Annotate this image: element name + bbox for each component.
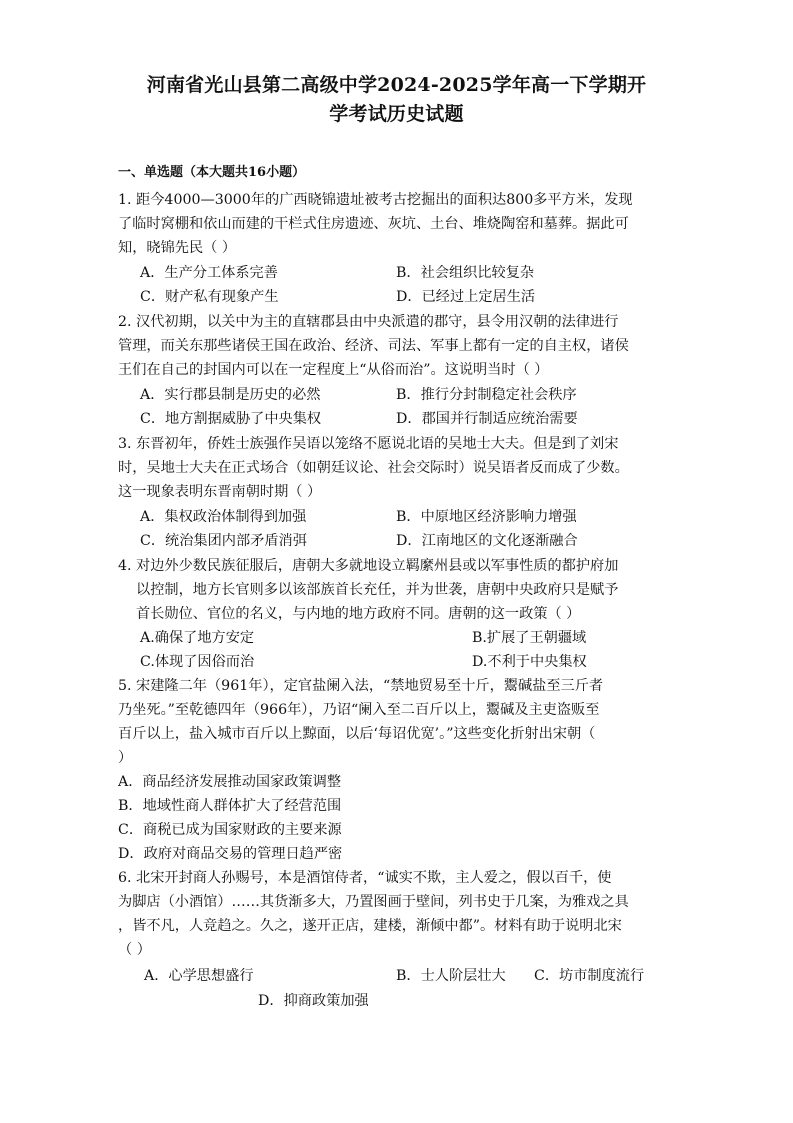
question-4-option-c[interactable]: C.体现了因俗而治 (140, 654, 255, 670)
question-2-option-d[interactable]: D．郡国并行制适应统治需要 (396, 411, 578, 427)
question-6-option-a[interactable]: A．心学思想盛行 (144, 968, 254, 984)
question-5-line-2: 乃坐死。”至乾德四年（966年），乃诏“阑入至二百斤以上，鬻碱及主吏盗贩至 (118, 702, 600, 718)
question-5-line-4: ） (118, 750, 133, 766)
question-5-line-1: 5. 宋建隆二年（961年），定官盐阑入法，“禁地贸易至十斤，鬻碱盐至三斤者 (118, 678, 604, 694)
question-2-line-2: 管理，而关东那些诸侯王国在政治、经济、司法、军事上都有一定的自主权，诸侯 (118, 338, 629, 354)
question-4-option-a[interactable]: A.确保了地方安定 (140, 630, 255, 646)
question-2-option-a[interactable]: A．实行郡县制是历史的必然 (140, 387, 321, 403)
question-4-line-2: 以控制，地方长官则多以该部族首长充任，并为世袭，唐朝中央政府只是赋予 (136, 582, 619, 598)
question-1-option-d[interactable]: D．已经过上定居生活 (396, 289, 536, 305)
question-5-line-3: 百斤以上，盐入城市百斤以上黥面，以后‘每诏优宽’。”这些变化折射出宋朝（ (118, 726, 596, 742)
question-1-option-c[interactable]: C．财产私有现象产生 (140, 289, 279, 305)
question-5-option-c[interactable]: C．商税已成为国家财政的主要来源 (118, 822, 342, 838)
question-3-line-2: 时，吴地士大夫在正式场合（如朝廷议论、社会交际时）说吴语者反而成了少数。 (118, 460, 629, 476)
question-6-option-c[interactable]: C．坊市制度流行 (534, 968, 645, 984)
question-3-option-d[interactable]: D．江南地区的文化逐渐融合 (396, 533, 578, 549)
question-5-option-d[interactable]: D．政府对商品交易的管理日趋严密 (118, 846, 343, 862)
question-2-option-b[interactable]: B．推行分封制稳定社会秩序 (396, 387, 577, 403)
section-heading: 一、单选题（本大题共16小题） (118, 165, 306, 180)
question-5-option-b[interactable]: B．地域性商人群体扩大了经营范围 (118, 798, 342, 814)
question-2-line-1: 2. 汉代初期，以关中为主的直辖郡县由中央派遣的郡守，县令用汉朝的法律进行 (118, 314, 619, 330)
question-1-line-2: 了临时窝棚和依山而建的干栏式住房遗迹、灰坑、土台、堆烧陶窑和墓葬。据此可 (118, 216, 629, 232)
question-3-line-1: 3. 东晋初年，侨姓士族强作吴语以笼络不愿说北语的吴地士大夫。但是到了刘宋 (118, 436, 619, 452)
question-3-line-3: 这一现象表明东晋南朝时期（ ） (118, 484, 322, 500)
question-6-line-1: 6. 北宋开封商人孙赐号，本是酒馆侍者，“诚实不欺，主人爱之，假以百千，使 (118, 870, 612, 886)
exam-title-line-1: 河南省光山县第二高级中学2024-2025学年高一下学期开 (146, 74, 647, 96)
question-3-option-b[interactable]: B．中原地区经济影响力增强 (396, 509, 577, 525)
question-1-option-a[interactable]: A．生产分工体系完善 (140, 265, 278, 281)
question-3-option-c[interactable]: C．统治集团内部矛盾消弭 (140, 533, 307, 549)
question-6-line-4: （ ） (118, 942, 151, 958)
question-1-line-1: 1. 距今4000—3000年的广西晓锦遗址被考古挖掘出的面积达800多平方米，发现 (118, 192, 633, 208)
question-4-option-d[interactable]: D.不利于中央集权 (472, 654, 587, 670)
question-6-line-2: 为脚店（小酒馆）……其货渐多大，乃置图画于壁间，列书史于几案，为雅戏之具 (118, 894, 629, 910)
question-6-option-b[interactable]: B．士人阶层壮大 (396, 968, 506, 984)
question-2-line-3: 王们在自己的封国内可以在一定程度上“从俗而治”。这说明当时（ ） (118, 362, 549, 378)
question-4-option-b[interactable]: B.扩展了王朝疆域 (472, 630, 587, 646)
question-2-option-c[interactable]: C．地方割据威胁了中央集权 (140, 411, 322, 427)
question-5-option-a[interactable]: A．商品经济发展推动国家政策调整 (118, 774, 342, 790)
question-1-line-3: 知，晓锦先民（ ） (118, 240, 237, 256)
question-6-line-3: ，皆不凡，人竞趋之。久之，遂开正店，建楼，渐倾中都”。材料有助于说明北宋 (118, 918, 622, 934)
question-6-option-d[interactable]: D．抑商政策加强 (258, 993, 369, 1009)
question-1-option-b[interactable]: B．社会组织比较复杂 (396, 265, 535, 281)
question-4-line-1: 4. 对边外少数民族征服后，唐朝大多就地设立羁縻州县或以军事性质的都护府加 (118, 558, 619, 574)
question-3-option-a[interactable]: A．集权政治体制得到加强 (140, 509, 307, 525)
question-4-line-3: 首长勋位、官位的名义，与内地的地方政府不同。唐朝的这一政策（ ） (136, 606, 581, 622)
exam-title-line-2: 学考试历史试题 (329, 103, 464, 125)
